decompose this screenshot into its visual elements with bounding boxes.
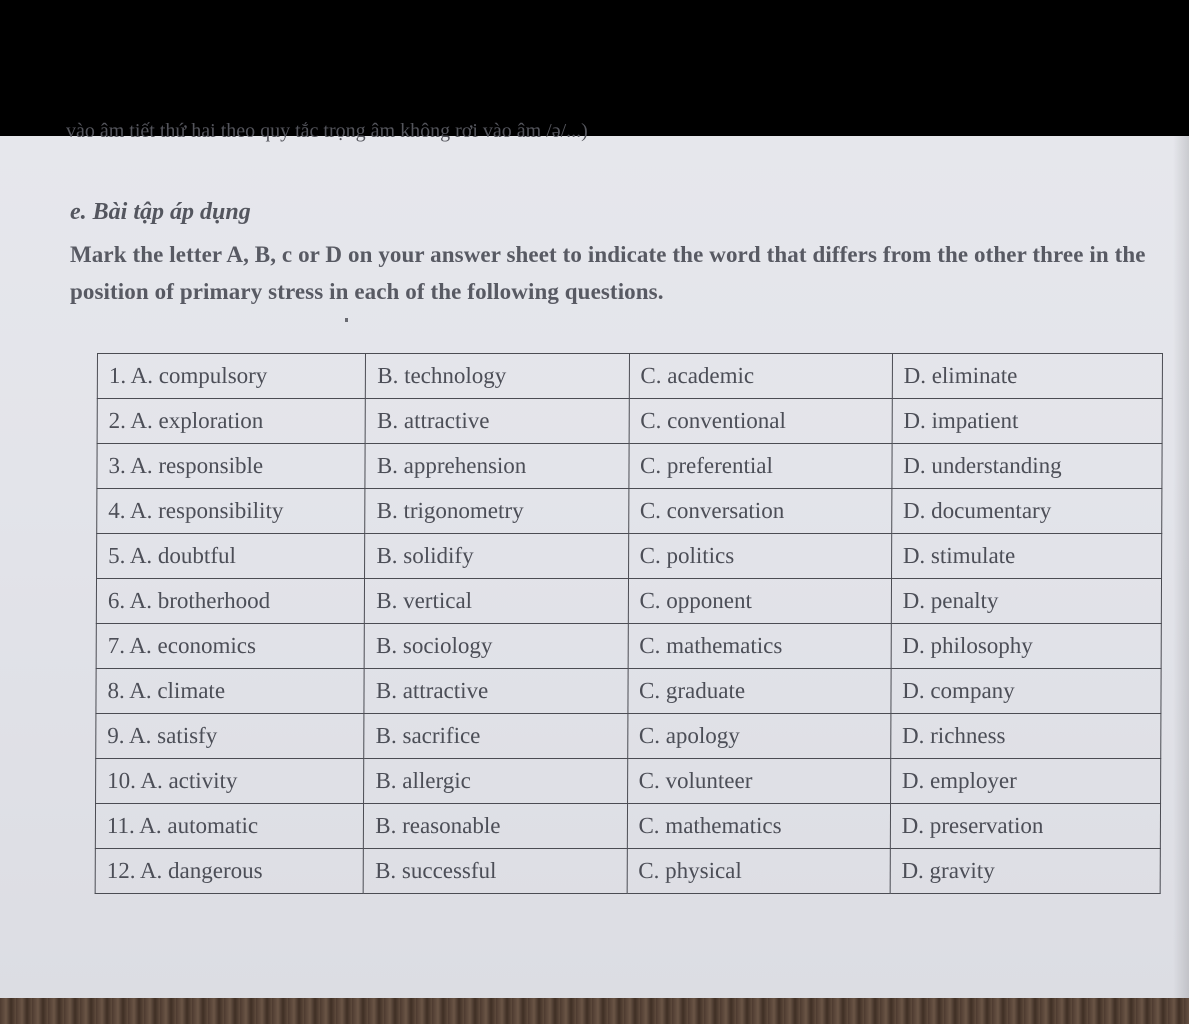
option-b: B. attractive [364,669,627,714]
section-title: e. Bài tập áp dụng [70,199,251,225]
option-d: D. stimulate [891,534,1161,579]
question-row [96,624,1161,669]
option-c: C. mathematics [628,624,891,669]
option-d: D. eliminate [892,354,1162,399]
option-c: C. volunteer [627,759,890,804]
option-d: D. impatient [892,399,1162,444]
option-a: 7. A. economics [96,624,365,669]
stray-mark [345,318,348,322]
question-row [97,489,1162,534]
option-c: C. politics [628,534,891,579]
option-b: B. reasonable [364,804,627,849]
option-a: 2. A. exploration [97,399,366,444]
question-row [97,444,1162,489]
option-d: D. philosophy [891,624,1161,669]
option-b: B. successful [364,849,627,894]
option-a: 6. A. brotherhood [96,579,365,624]
question-row [97,399,1162,444]
option-c: C. apology [627,714,890,759]
option-d: D. understanding [892,444,1162,489]
option-a: 4. A. responsibility [97,489,366,534]
option-b: B. technology [366,354,629,399]
option-d: D. company [891,669,1161,714]
option-c: C. graduate [627,669,890,714]
option-c: C. physical [627,849,890,894]
question-row [96,579,1161,624]
question-row [97,354,1162,399]
question-row [95,804,1160,849]
option-d: D. preservation [890,804,1160,849]
option-c: C. conventional [629,399,892,444]
cut-off-previous-line: vào âm tiết thứ hai theo quy tắc trọng âm không rơi vào âm /ə/...) [66,120,588,142]
option-c: C. preferential [628,444,891,489]
question-row [95,849,1160,894]
option-c: C. opponent [628,579,891,624]
option-d: D. employer [890,759,1160,804]
option-a: 1. A. compulsory [97,354,366,399]
option-d: D. gravity [890,849,1160,894]
option-b: B. sacrifice [364,714,627,759]
option-b: B. allergic [364,759,627,804]
black-redaction-bar [0,0,1189,136]
option-d: D. richness [890,714,1160,759]
stress-exercise-table [95,353,1163,894]
option-b: B. vertical [365,579,628,624]
option-a: 8. A. climate [96,669,365,714]
question-row [96,714,1161,759]
table-surface [0,998,1189,1024]
option-a: 12. A. dangerous [95,849,364,894]
option-b: B. attractive [365,399,628,444]
question-row [96,669,1161,714]
exercise-instructions: Mark the letter A, B, c or D on your answer sheet to indicate the word that differs from the other three in the position of primary stress in each of the following questions. [70,242,1146,304]
option-c: C. academic [629,354,892,399]
option-b: B. apprehension [365,444,628,489]
option-b: B. solidify [365,534,628,579]
question-row [96,759,1161,804]
option-c: C. mathematics [627,804,890,849]
option-b: B. sociology [364,624,627,669]
option-d: D. penalty [891,579,1161,624]
option-b: B. trigonometry [365,489,628,534]
option-a: 11. A. automatic [95,804,364,849]
question-row [97,534,1162,579]
option-d: D. documentary [891,489,1161,534]
option-a: 10. A. activity [96,759,365,804]
paper-edge-shadow [1173,136,1189,998]
option-a: 3. A. responsible [97,444,366,489]
option-a: 5. A. doubtful [97,534,366,579]
option-a: 9. A. satisfy [96,714,365,759]
option-c: C. conversation [628,489,891,534]
